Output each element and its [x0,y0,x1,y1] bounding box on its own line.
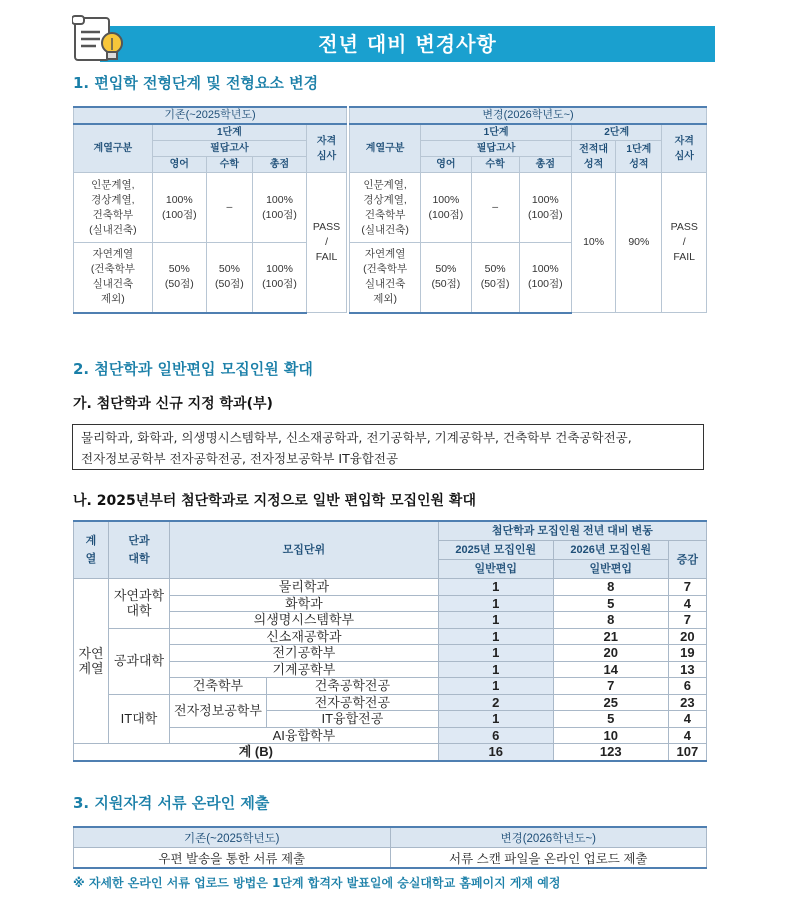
y2025-cell: 6 [438,727,553,744]
y2026-cell: 8 [553,579,668,596]
y2025-cell: 1 [438,645,553,662]
prev-grade-header: 전적대 성적 [571,141,615,173]
after-header: 변경(2026학년도~) [390,827,707,848]
diff-cell: 6 [668,678,706,695]
series-cell: 자연 계열 [74,579,109,744]
unit-parent-cell: 전자정보공학부 [170,694,267,727]
change-group-header: 첨단학과 모집인원 전년 대비 변동 [438,521,706,541]
total-2026: 123 [553,744,668,761]
eng-cell: 50% (50점) [152,243,206,313]
section2-title: 2. 첨단학과 일반편입 모집인원 확대 [73,360,313,378]
qual-header: 자격 심사 [307,124,347,173]
math-cell: 50% (50점) [206,243,252,313]
diff-cell: 23 [668,694,706,711]
eng-cell: 100% (100점) [152,173,206,243]
college-cell: 공과대학 [109,628,170,694]
total-cell: 100% (100점) [519,173,571,243]
section1-title: 1. 편입학 전형단계 및 전형요소 변경 [73,74,319,92]
y2025-cell: 1 [438,711,553,728]
footnote: ※ 자세한 온라인 서류 업로드 방법은 1단계 합격자 발표일에 숭실대학교 홈페이지 게재 예정 [73,876,561,890]
qual-header: 자격 심사 [662,124,707,173]
math-header: 수학 [471,157,519,173]
math-cell: 50% (50점) [471,243,519,313]
total-2025: 16 [438,744,553,761]
diff-cell: 4 [668,711,706,728]
y2026-cell: 5 [553,711,668,728]
diff-cell: 20 [668,628,706,645]
unit-cell: 물리학과 [170,579,439,596]
after-caption: 변경(2026학년도~) [350,107,707,124]
unit-cell: AI융합학부 [170,727,439,744]
page-title: 전년 대비 변경사항 [318,32,497,56]
written-header: 필답고사 [421,141,572,157]
unit-cell: 전자공학전공 [267,694,439,711]
total-cell: 100% (100점) [252,173,306,243]
unit-cell: 건축공학전공 [267,678,439,695]
unit-cell: 기계공학부 [170,661,439,678]
total-header: 총점 [252,157,306,173]
y2026-cell: 21 [553,628,668,645]
y2025-cell: 1 [438,579,553,596]
y2025-cell: 1 [438,678,553,695]
diff-cell: 19 [668,645,706,662]
diff-cell: 4 [668,727,706,744]
prev-grade-cell: 10% [571,173,615,313]
document-lightbulb-icon [72,14,128,66]
after-criteria-table [349,106,707,314]
college-cell: IT대학 [109,694,170,744]
section2b-title: 나. 2025년부터 첨단학과로 지정으로 일반 편입학 모집인원 확대 [73,493,476,509]
math-cell: – [206,173,252,243]
unit-cell: 전기공학부 [170,645,439,662]
eng-header: 영어 [421,157,471,173]
diff-cell: 7 [668,612,706,629]
row-group-cell: 인문계열, 경상계열, 건축학부 (실내건축) [350,173,421,243]
qual-cell: PASS / FAIL [307,173,347,313]
unit-cell: 신소재공학과 [170,628,439,645]
qual-cell: PASS / FAIL [662,173,707,313]
college-cell: 자연과학 대학 [109,579,170,629]
document-submission-table [73,826,707,869]
math-header: 수학 [206,157,252,173]
before-value: 우편 발송을 통한 서류 제출 [74,848,391,869]
y2026-cell: 20 [553,645,668,662]
y2025-cell: 2 [438,694,553,711]
stage1-header: 1단계 [152,124,306,141]
eng-header: 영어 [152,157,206,173]
series-header: 계 열 [74,521,109,579]
dept-line: 물리학과, 화학과, 의생명시스템학부, 신소재공학과, 전기공학부, 기계공학부, 건축학부 건축공학전공, [81,430,632,445]
unit-parent-cell: 건축학부 [170,678,267,695]
eng-cell: 100% (100점) [421,173,471,243]
total-diff: 107 [668,744,706,761]
y2026-cell: 14 [553,661,668,678]
total-label: 계 (B) [74,744,439,761]
diff-cell: 4 [668,595,706,612]
general-header: 일반편입 [438,560,553,579]
section3-title: 3. 지원자격 서류 온라인 제출 [73,794,270,812]
after-value: 서류 스캔 파일을 온라인 업로드 제출 [390,848,707,869]
written-header: 필답고사 [152,141,306,157]
college-header: 단과 대학 [109,521,170,579]
y2025-cell: 1 [438,628,553,645]
general-header: 일반편입 [553,560,668,579]
total-header: 총점 [519,157,571,173]
y2025-header: 2025년 모집인원 [438,541,553,560]
y2026-header: 2026년 모집인원 [553,541,668,560]
stage1-header: 1단계 [421,124,572,141]
y2025-cell: 1 [438,595,553,612]
unit-cell: IT융합전공 [267,711,439,728]
before-criteria-table [73,106,347,314]
col-group-header: 계열구분 [350,124,421,173]
y2025-cell: 1 [438,661,553,678]
diff-header: 증감 [668,541,706,579]
row-group-cell: 자연계열 (건축학부 실내건축 제외) [350,243,421,313]
unit-header: 모집단위 [170,521,439,579]
row-group-cell: 자연계열 (건축학부 실내건축 제외) [74,243,153,313]
y2026-cell: 5 [553,595,668,612]
unit-cell: 의생명시스템학부 [170,612,439,629]
total-cell: 100% (100점) [252,243,306,313]
section2a-title: 가. 첨단학과 신규 지정 학과(부) [73,396,273,412]
y2025-cell: 1 [438,612,553,629]
before-header: 기존(~2025학년도) [74,827,391,848]
before-caption: 기존(~2025학년도) [74,107,347,124]
quota-table [73,520,707,762]
eng-cell: 50% (50점) [421,243,471,313]
y2026-cell: 10 [553,727,668,744]
stage1-grade-header: 1단계 성적 [616,141,662,173]
stage2-header: 2단계 [571,124,662,141]
designated-dept-box [72,424,704,470]
diff-cell: 13 [668,661,706,678]
dept-line: 전자정보공학부 전자공학전공, 전자정보공학부 IT융합전공 [81,451,399,466]
y2026-cell: 7 [553,678,668,695]
total-cell: 100% (100점) [519,243,571,313]
row-group-cell: 인문계열, 경상계열, 건축학부 (실내건축) [74,173,153,243]
col-group-header: 계열구분 [74,124,153,173]
diff-cell: 7 [668,579,706,596]
stage1-grade-cell: 90% [616,173,662,313]
y2026-cell: 8 [553,612,668,629]
math-cell: – [471,173,519,243]
y2026-cell: 25 [553,694,668,711]
unit-cell: 화학과 [170,595,439,612]
